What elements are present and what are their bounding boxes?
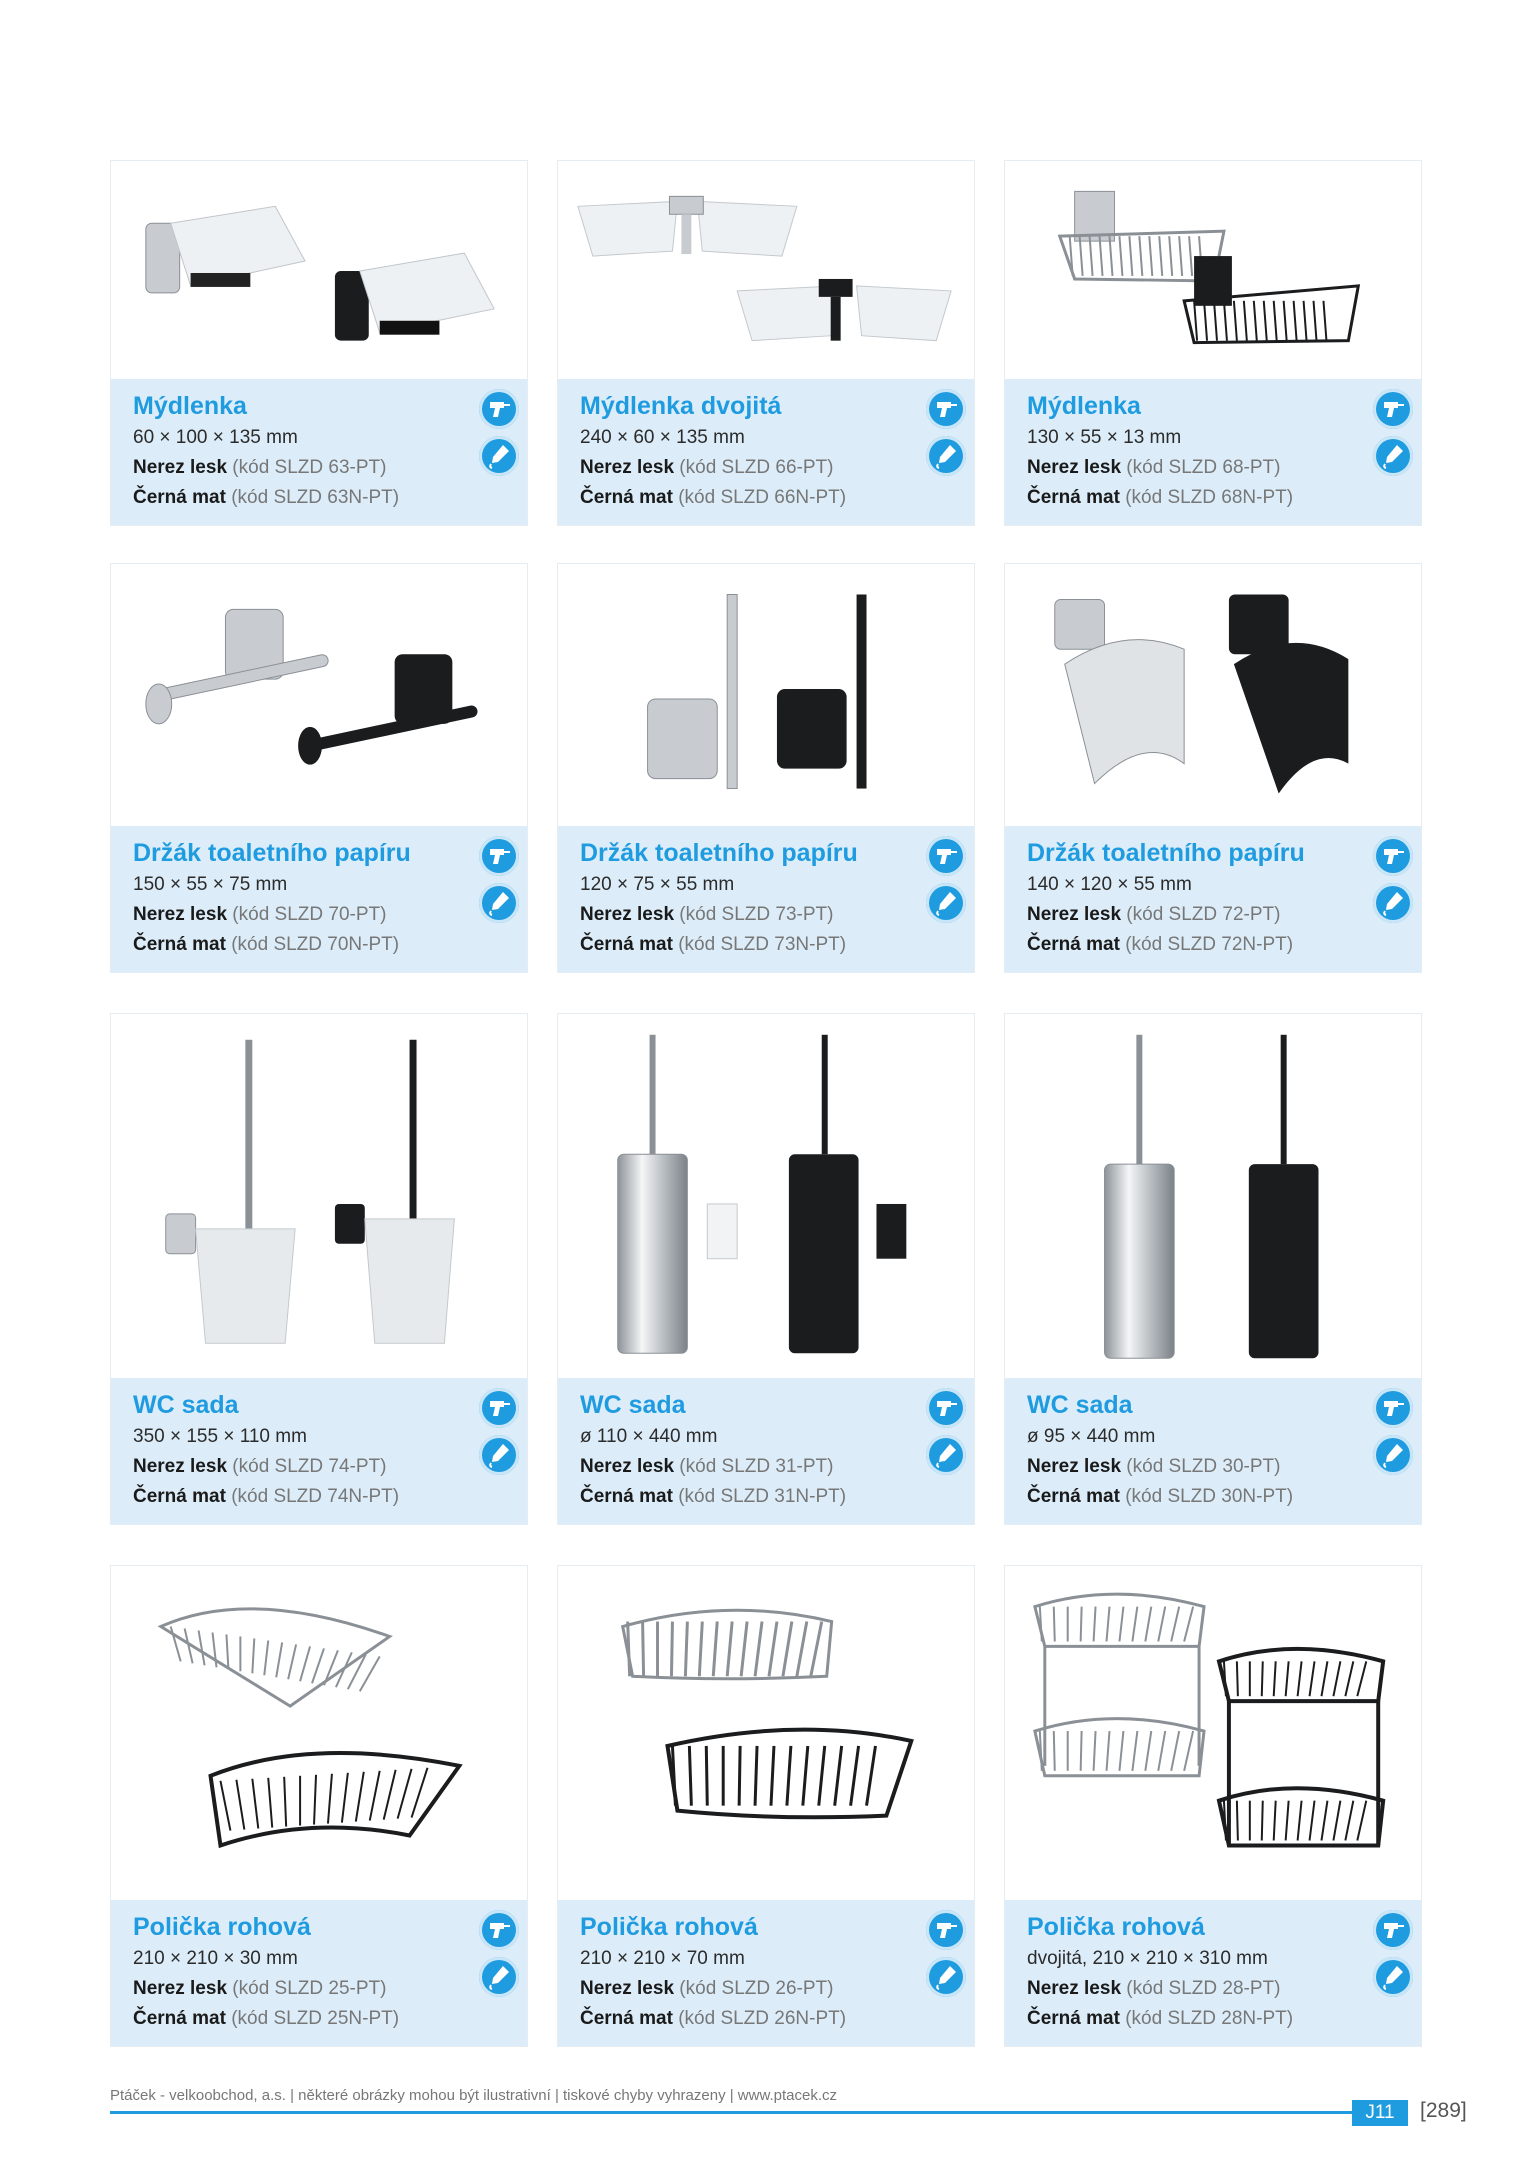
finish-steel — [133, 1452, 527, 1482]
finish-label: Černá mat — [133, 2008, 226, 2029]
product-info — [558, 826, 974, 972]
finish-steel — [580, 900, 974, 930]
product-title: Držák toaletního papíru — [1027, 839, 1305, 867]
finish-label: Černá mat — [580, 1486, 673, 1507]
product-card — [557, 1013, 975, 1525]
product-dimensions: 210 × 210 × 70 mm — [580, 1948, 745, 1969]
product-code: (kód SLZD 74N-PT) — [231, 1486, 400, 1507]
product-code: (kód SLZD 73N-PT) — [678, 934, 847, 955]
finish-black — [133, 2004, 527, 2034]
product-info — [111, 826, 527, 972]
finish-label: Černá mat — [580, 2008, 673, 2029]
finish-black — [1027, 1482, 1421, 1512]
product-dimensions: 240 × 60 × 135 mm — [580, 427, 745, 448]
drill-icon — [1373, 1388, 1413, 1428]
product-code: (kód SLZD 26-PT) — [679, 1978, 834, 1999]
finish-black — [1027, 483, 1421, 513]
product-image — [1005, 564, 1421, 828]
product-info — [111, 1900, 527, 2046]
product-title: WC sada — [580, 1391, 686, 1419]
product-info — [1005, 826, 1421, 972]
product-info — [558, 1378, 974, 1524]
product-image — [111, 1014, 527, 1380]
glue-icon — [1373, 1435, 1413, 1475]
glue-icon — [1373, 883, 1413, 923]
product-image — [111, 564, 527, 828]
finish-black — [133, 483, 527, 513]
glue-icon — [926, 883, 966, 923]
product-image — [111, 161, 527, 381]
product-code: (kód SLZD 31-PT) — [679, 1456, 834, 1477]
drill-icon — [479, 836, 519, 876]
section-badge: J11 — [1352, 2100, 1408, 2126]
finish-label: Nerez lesk — [580, 904, 675, 925]
product-card — [557, 1565, 975, 2047]
product-code: (kód SLZD 25N-PT) — [231, 2008, 400, 2029]
product-dimensions: ø 110 × 440 mm — [580, 1426, 718, 1447]
drill-icon — [926, 389, 966, 429]
product-code: (kód SLZD 63-PT) — [232, 457, 387, 478]
glue-icon — [479, 436, 519, 476]
product-dimensions: dvojitá, 210 × 210 × 310 mm — [1027, 1948, 1268, 1969]
product-info — [1005, 1900, 1421, 2046]
finish-label: Nerez lesk — [133, 457, 228, 478]
footer-text: Ptáček - velkoobchod, a.s. | některé obrázky mohou být ilustrativní | tiskové chyby vyhrazeny | www.ptacek.cz — [110, 2087, 838, 2104]
product-card — [1004, 160, 1422, 526]
product-title: Mýdlenka dvojitá — [580, 392, 782, 420]
product-info — [558, 1900, 974, 2046]
drill-icon — [479, 1388, 519, 1428]
finish-label: Černá mat — [580, 487, 673, 508]
finish-label: Černá mat — [580, 934, 673, 955]
product-image — [558, 564, 974, 828]
product-title: WC sada — [1027, 1391, 1133, 1419]
finish-black — [133, 930, 527, 960]
product-dimensions: 150 × 55 × 75 mm — [133, 874, 288, 895]
product-info — [558, 379, 974, 525]
product-code: (kód SLZD 28-PT) — [1126, 1978, 1281, 1999]
product-title: WC sada — [133, 1391, 239, 1419]
finish-label: Černá mat — [133, 1486, 226, 1507]
finish-steel — [580, 1974, 974, 2004]
glue-icon — [926, 1957, 966, 1997]
product-code: (kód SLZD 68N-PT) — [1125, 487, 1294, 508]
glue-icon — [926, 436, 966, 476]
finish-label: Nerez lesk — [580, 1456, 675, 1477]
product-title: Polička rohová — [580, 1913, 758, 1941]
finish-steel — [133, 453, 527, 483]
product-card — [1004, 1013, 1422, 1525]
product-dimensions: 140 × 120 × 55 mm — [1027, 874, 1192, 895]
product-dimensions: 130 × 55 × 13 mm — [1027, 427, 1182, 448]
product-dimensions: 60 × 100 × 135 mm — [133, 427, 298, 448]
product-image — [1005, 1566, 1421, 1902]
product-code: (kód SLZD 30N-PT) — [1125, 1486, 1294, 1507]
product-image — [558, 1014, 974, 1380]
finish-black — [580, 483, 974, 513]
product-title: Držák toaletního papíru — [580, 839, 858, 867]
product-code: (kód SLZD 72N-PT) — [1125, 934, 1294, 955]
product-code: (kód SLZD 26N-PT) — [678, 2008, 847, 2029]
finish-label: Černá mat — [1027, 1486, 1120, 1507]
finish-label: Nerez lesk — [133, 904, 228, 925]
product-title: Držák toaletního papíru — [133, 839, 411, 867]
finish-label: Černá mat — [133, 934, 226, 955]
finish-black — [580, 2004, 974, 2034]
finish-label: Nerez lesk — [1027, 904, 1122, 925]
product-card — [557, 563, 975, 973]
product-title: Mýdlenka — [1027, 392, 1141, 420]
product-dimensions: 120 × 75 × 55 mm — [580, 874, 735, 895]
finish-label: Černá mat — [1027, 934, 1120, 955]
product-title: Mýdlenka — [133, 392, 247, 420]
finish-label: Černá mat — [133, 487, 226, 508]
product-title: Polička rohová — [133, 1913, 311, 1941]
glue-icon — [1373, 436, 1413, 476]
drill-icon — [926, 836, 966, 876]
product-image — [558, 1566, 974, 1902]
finish-label: Nerez lesk — [133, 1456, 228, 1477]
finish-label: Nerez lesk — [133, 1978, 228, 1999]
product-card — [557, 160, 975, 526]
drill-icon — [926, 1388, 966, 1428]
glue-icon — [926, 1435, 966, 1475]
finish-steel — [1027, 900, 1421, 930]
product-code: (kód SLZD 70N-PT) — [231, 934, 400, 955]
product-code: (kód SLZD 31N-PT) — [678, 1486, 847, 1507]
product-card — [1004, 1565, 1422, 2047]
product-info — [111, 1378, 527, 1524]
finish-black — [1027, 2004, 1421, 2034]
glue-icon — [479, 1435, 519, 1475]
page-number: [289] — [1420, 2099, 1467, 2122]
footer-divider — [110, 2111, 1352, 2114]
finish-label: Nerez lesk — [580, 1978, 675, 1999]
drill-icon — [479, 1910, 519, 1950]
product-info — [1005, 1378, 1421, 1524]
drill-icon — [1373, 836, 1413, 876]
finish-steel — [1027, 1452, 1421, 1482]
glue-icon — [479, 1957, 519, 1997]
product-card — [110, 563, 528, 973]
finish-black — [580, 1482, 974, 1512]
product-card — [110, 1565, 528, 2047]
product-image — [1005, 161, 1421, 381]
drill-icon — [1373, 1910, 1413, 1950]
product-dimensions: 350 × 155 × 110 mm — [133, 1426, 307, 1447]
finish-steel — [580, 1452, 974, 1482]
product-card — [1004, 563, 1422, 973]
product-dimensions: 210 × 210 × 30 mm — [133, 1948, 298, 1969]
finish-steel — [580, 453, 974, 483]
product-info — [1005, 379, 1421, 525]
finish-label: Černá mat — [1027, 2008, 1120, 2029]
product-code: (kód SLZD 73-PT) — [679, 904, 834, 925]
product-code: (kód SLZD 63N-PT) — [231, 487, 400, 508]
drill-icon — [1373, 389, 1413, 429]
finish-label: Nerez lesk — [1027, 1978, 1122, 1999]
product-code: (kód SLZD 66-PT) — [679, 457, 834, 478]
drill-icon — [479, 389, 519, 429]
product-code: (kód SLZD 25-PT) — [232, 1978, 387, 1999]
finish-black — [1027, 930, 1421, 960]
product-dimensions: ø 95 × 440 mm — [1027, 1426, 1156, 1447]
drill-icon — [926, 1910, 966, 1950]
product-image — [1005, 1014, 1421, 1380]
glue-icon — [479, 883, 519, 923]
finish-steel — [1027, 453, 1421, 483]
product-code: (kód SLZD 74-PT) — [232, 1456, 387, 1477]
finish-black — [580, 930, 974, 960]
product-card — [110, 1013, 528, 1525]
product-card — [110, 160, 528, 526]
finish-steel — [133, 900, 527, 930]
finish-label: Černá mat — [1027, 487, 1120, 508]
finish-steel — [1027, 1974, 1421, 2004]
product-code: (kód SLZD 66N-PT) — [678, 487, 847, 508]
glue-icon — [1373, 1957, 1413, 1997]
product-code: (kód SLZD 70-PT) — [232, 904, 387, 925]
product-code: (kód SLZD 28N-PT) — [1125, 2008, 1294, 2029]
finish-steel — [133, 1974, 527, 2004]
finish-label: Nerez lesk — [580, 457, 675, 478]
product-image — [111, 1566, 527, 1902]
product-image — [558, 161, 974, 381]
finish-label: Nerez lesk — [1027, 1456, 1122, 1477]
finish-label: Nerez lesk — [1027, 457, 1122, 478]
product-code: (kód SLZD 72-PT) — [1126, 904, 1281, 925]
finish-black — [133, 1482, 527, 1512]
product-info — [111, 379, 527, 525]
product-title: Polička rohová — [1027, 1913, 1205, 1941]
product-code: (kód SLZD 68-PT) — [1126, 457, 1281, 478]
product-code: (kód SLZD 30-PT) — [1126, 1456, 1281, 1477]
